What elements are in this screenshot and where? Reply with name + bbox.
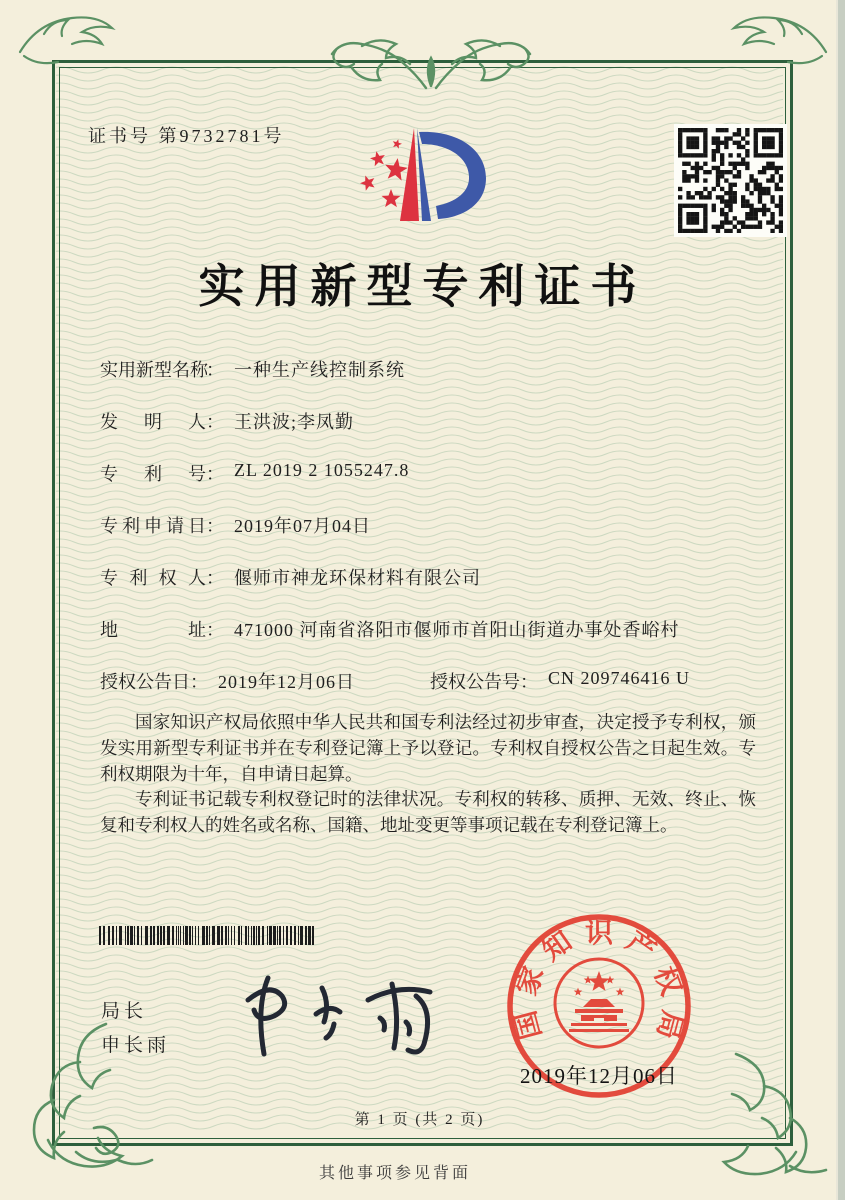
legal-paragraph-1: 国家知识产权局依照中华人民共和国专利法经过初步审查，决定授予专利权，颁发实用新型专利证书并在专利登记簿上予以登记。专利权自授权公告之日起生效。专利权期限为十年，自申请日起算。: [100, 712, 756, 784]
field-label: 发明人: [100, 412, 206, 432]
field-row-patent-number: 专利号： ZL 2019 2 1055247.8: [100, 460, 410, 484]
field-label: 专利申请日: [100, 516, 206, 536]
grant-no-label: 授权公告号: [430, 672, 520, 692]
seal-date: 2019年12月06日: [520, 1064, 678, 1088]
field-label: 地址: [100, 620, 206, 640]
field-label: 专利号: [100, 464, 206, 484]
svg-text:知: 知: [537, 925, 578, 968]
field-row-name: 实用新型名称： 一种生产线控制系统: [100, 356, 760, 408]
certificate-title: 实用新型专利证书: [198, 261, 647, 312]
grant-row: 授权公告日： 2019年12月06日 授权公告号： CN 209746416 U: [100, 668, 691, 692]
svg-text:家: 家: [511, 962, 551, 1000]
field-row-inventor: 发明人： 王洪波;李凤勤: [100, 408, 760, 460]
field-label: 专利权人: [100, 568, 206, 588]
grant-no-value: CN 209746416 U: [548, 668, 691, 688]
grant-date-label: 授权公告日: [100, 672, 190, 692]
field-value: ZL 2019 2 1055247.8: [234, 460, 410, 480]
national-emblem-icon: [555, 959, 643, 1047]
logo-p-bowl: [419, 132, 486, 219]
grant-date-value: 2019年12月06日: [218, 672, 355, 692]
field-value: 王洪波;李凤勤: [234, 412, 355, 432]
field-row-address: 地址： 471000 河南省洛阳市偃师市首阳山街道办事处香峪村: [100, 616, 760, 668]
svg-text:国: 国: [510, 1007, 548, 1043]
field-row-filing-date: 专利申请日： 2019年07月04日: [100, 512, 760, 564]
top-right-flourish-icon: [692, 4, 832, 74]
page-number: 第 1 页 (共 2 页): [354, 1112, 485, 1128]
field-label: 实用新型名称: [100, 360, 208, 380]
certificate-number: 证书号 第9732781号: [88, 126, 285, 146]
back-side-note: 其他事项参见背面: [318, 1165, 471, 1182]
field-value: 2019年07月04日: [234, 516, 371, 536]
cnipa-logo: [338, 122, 528, 244]
top-center-dragon-ornament-icon: [328, 16, 534, 92]
commissioner-title: 局长: [101, 1001, 148, 1022]
field-list: [100, 356, 760, 668]
field-row-patentee: 专利权人： 偃师市神龙环保材料有限公司: [100, 564, 760, 616]
field-value: 471000 河南省洛阳市偃师市首阳山街道办事处香峪村: [234, 620, 680, 640]
scan-edge-strip: [836, 0, 845, 1200]
field-value: 偃师市神龙环保材料有限公司: [234, 568, 481, 588]
svg-text:权: 权: [647, 962, 687, 1000]
top-left-flourish-icon: [14, 4, 154, 74]
svg-text:局: 局: [650, 1007, 688, 1043]
field-value: 一种生产线控制系统: [234, 360, 405, 380]
svg-text:产: 产: [620, 925, 661, 968]
logo-monument-left: [400, 128, 419, 221]
commissioner-name: 申长雨: [101, 1035, 171, 1056]
commissioner-signature: [230, 966, 440, 1066]
svg-text:识: 识: [584, 918, 614, 949]
qr-code: [674, 124, 787, 237]
legal-text: [100, 710, 756, 839]
legal-paragraph-2: 专利证书记载专利权登记时的法律状况。专利权的转移、质押、无效、终止、恢复和专利权人的姓名或名称、国籍、地址变更等事项记载在专利登记簿上。: [100, 789, 756, 836]
barcode: [99, 926, 321, 946]
